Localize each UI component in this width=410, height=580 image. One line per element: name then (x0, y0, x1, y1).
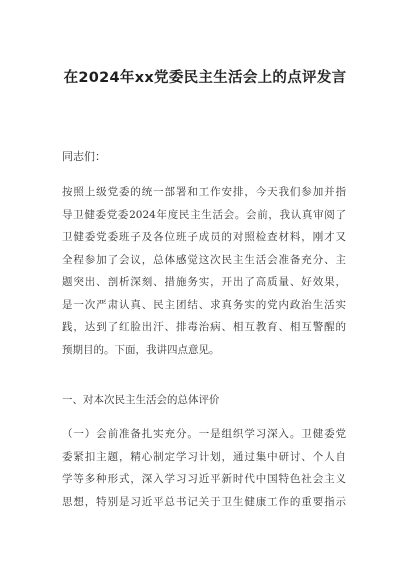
paragraph-line: 卫健委党委班子及各位班子成员的对照检查材料，刚才又 (62, 231, 346, 243)
paragraph-line: 按照上级党委的统一部署和工作安排，今天我们参加并指 (62, 186, 346, 198)
paragraph-line: 思想，特别是习近平总书记关于卫生健康工作的重要指示 (62, 495, 346, 508)
paragraph-line: 践，达到了红脸出汗、排毒治病、相互教育、相互警醒的 (62, 321, 346, 333)
paragraph-line: 导卫健委党委2024年度民主生活会。会前，我认真审阅了 (62, 208, 346, 221)
paragraph-line: 题突出、剖析深刻、措施务实，开出了高质量、好效果， (62, 276, 346, 288)
paragraph-line: （一）会前准备扎实充分。一是组织学习深入。卫健委党 (62, 428, 346, 440)
section-paragraph (62, 423, 346, 513)
paragraph-line: 学等多种形式，深入学习习近平新时代中国特色社会主义 (62, 473, 346, 485)
paragraph-line: 委紧扣主题，精心制定学习计划，通过集中研讨、个人自 (62, 450, 346, 463)
paragraph-line: 全程参加了会议，总体感觉这次民主生活会准备充分、主 (62, 253, 346, 266)
salutation: 同志们： (62, 150, 106, 163)
intro-paragraph (62, 181, 346, 361)
paragraph-line: 是一次严肃认真、民主团结、求真务实的党内政治生活实 (62, 298, 346, 311)
section-heading: 一、对本次民主生活会的总体评价 (62, 394, 220, 406)
paragraph-line: 预期目的。下面，我讲四点意见。 (62, 343, 220, 356)
document-title: 在2024年xx党委民主生活会上的点评发言 (63, 70, 347, 86)
